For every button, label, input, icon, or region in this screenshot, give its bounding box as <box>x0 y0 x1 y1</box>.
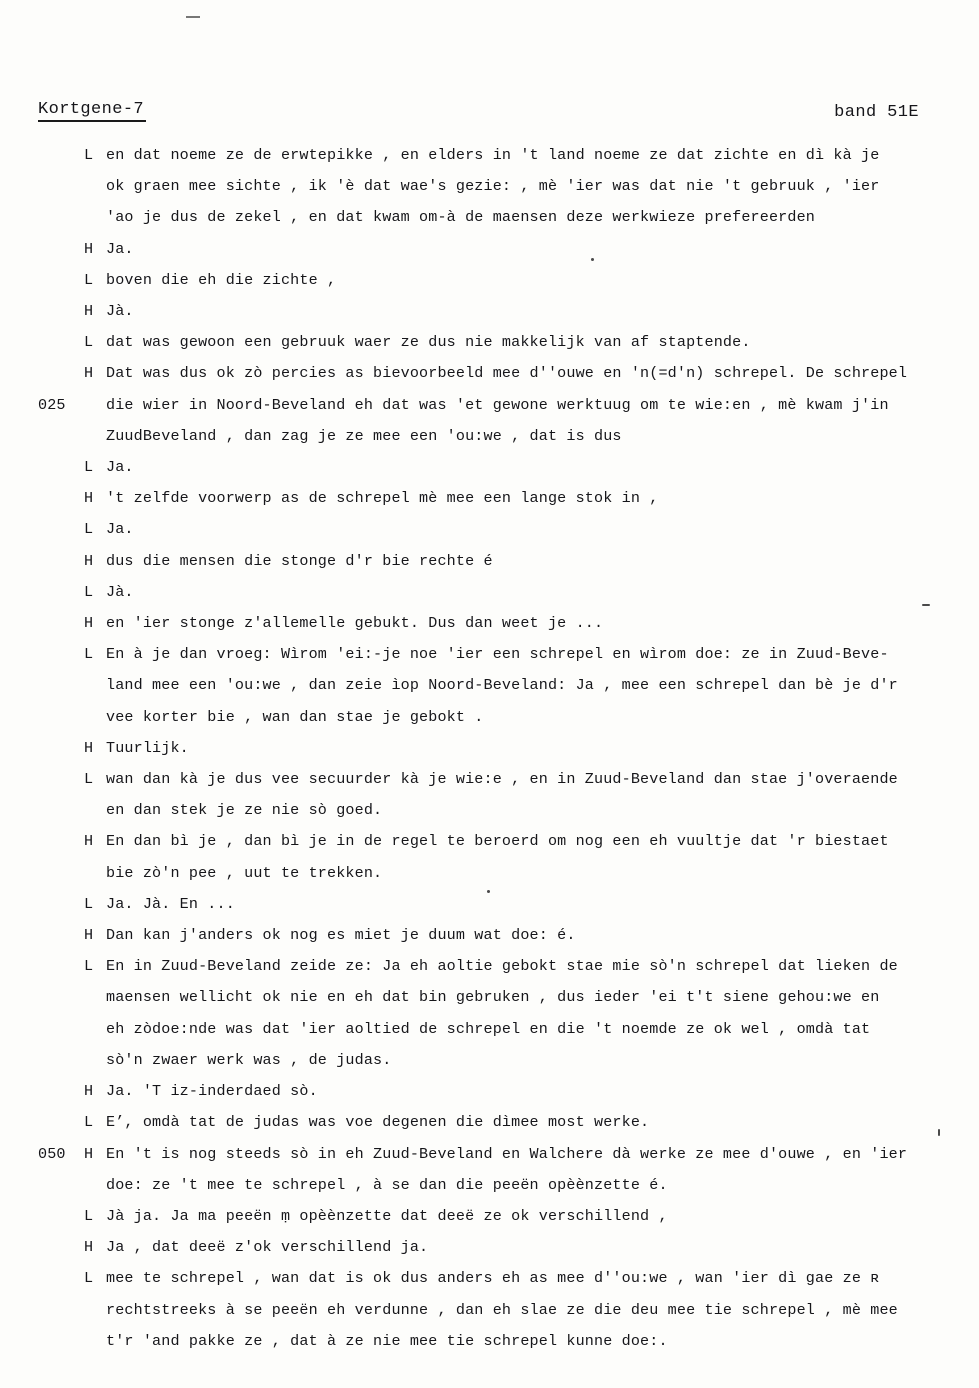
speaker-label: H <box>84 738 94 757</box>
transcript-line <box>38 577 953 608</box>
line-text: En à je dan vroeg: Wìrom 'ei:-je noe 'ier een schrepel en wìrom doe: ze in Zuud-Beve- <box>106 645 889 664</box>
transcript-line <box>38 670 953 701</box>
line-text: vee korter bie , wan dan stae je gebokt . <box>106 707 484 726</box>
transcript-line <box>38 1139 953 1170</box>
transcript-line <box>38 452 953 483</box>
transcript-line <box>38 889 953 920</box>
transcript-line <box>38 733 953 764</box>
transcript-line <box>38 1107 953 1138</box>
line-text: Ja. 'T iz-inderdaed sò. <box>106 1082 318 1101</box>
line-text: Ja. Jà. En ... <box>106 894 235 913</box>
transcript-line <box>38 1201 953 1232</box>
speaker-label: L <box>84 520 94 539</box>
transcript-line <box>38 1014 953 1045</box>
line-text: E’, omdà tat de judas was voe degenen die dìmee most werke. <box>106 1113 650 1132</box>
transcript-line <box>38 265 953 296</box>
speaker-label: L <box>84 582 94 601</box>
line-text: Tuurlijk. <box>106 738 189 757</box>
speaker-label: L <box>84 957 94 976</box>
speaker-label: L <box>84 270 94 289</box>
transcript-line <box>38 920 953 951</box>
transcript-body <box>38 140 953 1357</box>
line-text: ok graen mee sichte , ik 'è dat wae's gezie: , mè 'ier was dat nie 't gebruuk , 'ier <box>106 177 880 196</box>
document-id: Kortgene-7 <box>38 100 146 122</box>
line-number: 050 <box>38 1144 66 1163</box>
page-header <box>38 100 919 122</box>
transcript-line <box>38 546 953 577</box>
speaker-label: L <box>84 333 94 352</box>
speaker-label: L <box>84 1269 94 1288</box>
speaker-label: H <box>84 364 94 383</box>
transcript-line <box>38 951 953 982</box>
speck-mark <box>938 1129 940 1136</box>
band-label: band 51E <box>834 103 919 122</box>
speaker-label: H <box>84 1082 94 1101</box>
line-text: 'ao je dus de zekel , en dat kwam om-à de maensen deze werkwieze prefereerden <box>106 208 815 227</box>
speaker-label: L <box>84 1206 94 1225</box>
transcript-line <box>38 764 953 795</box>
line-text: dus die mensen die stonge d'r bie rechte é <box>106 551 493 570</box>
transcript-line <box>38 608 953 639</box>
line-text: mee te schrepel , wan dat is ok dus anders eh as mee d''ou:we , wan 'ier dì gae ze ʀ <box>106 1269 880 1288</box>
line-text: dat was gewoon een gebruuk waer ze dus nie makkelijk van af staptende. <box>106 333 751 352</box>
line-text: Ja. <box>106 520 134 539</box>
speaker-label: H <box>84 614 94 633</box>
speaker-label: H <box>84 1238 94 1257</box>
speaker-label: L <box>84 645 94 664</box>
line-text: ZuudBeveland , dan zag je ze mee een 'ou:we , dat is dus <box>106 426 622 445</box>
transcript-line <box>38 202 953 233</box>
line-text: Jà. <box>106 302 134 321</box>
speaker-label: H <box>84 302 94 321</box>
line-text: Ja , dat deeë z'ok verschillend ja. <box>106 1238 429 1257</box>
speaker-label: L <box>84 770 94 789</box>
speaker-label: L <box>84 458 94 477</box>
line-text: 't zelfde voorwerp as de schrepel mè mee een lange stok in , <box>106 489 659 508</box>
transcript-line <box>38 982 953 1013</box>
transcript-line <box>38 1263 953 1294</box>
line-text: maensen wellicht ok nie en eh dat bin gebruken , dus ieder 'ei t't siene gehou:we en <box>106 988 880 1007</box>
transcript-line <box>38 327 953 358</box>
line-text: bie zò'n pee , uut te trekken. <box>106 863 383 882</box>
speaker-label: H <box>84 926 94 945</box>
line-text: Ja. <box>106 239 134 258</box>
line-text: Dan kan j'anders ok nog es miet je duum wat doe: é. <box>106 926 576 945</box>
speaker-label: H <box>84 1144 94 1163</box>
transcript-line <box>38 1170 953 1201</box>
speaker-label: H <box>84 239 94 258</box>
line-text: die wier in Noord-Beveland eh dat was 'et gewone werktuug om te wie:en , mè kwam j'in <box>106 395 889 414</box>
transcript-line <box>38 140 953 171</box>
line-text: wan dan kà je dus vee secuurder kà je wie:e , en in Zuud-Beveland dan stae j'overaende <box>106 770 898 789</box>
transcript-line <box>38 639 953 670</box>
speaker-label: H <box>84 832 94 851</box>
transcript-line <box>38 358 953 389</box>
line-text: rechtstreeks à se peeën eh verdunne , dan eh slae ze die deu mee tie schrepel , mè mee <box>106 1300 898 1319</box>
transcript-line <box>38 1076 953 1107</box>
transcript-line <box>38 1045 953 1076</box>
speck-mark <box>591 258 594 261</box>
line-text: land mee een 'ou:we , dan zeie ìop Noord-Beveland: Ja , mee een schrepel dan bè je d'r <box>106 676 898 695</box>
line-text: eh zòdoe:nde was dat 'ier aoltied de schrepel en die 't noemde ze ok wel , omdà tat <box>106 1019 871 1038</box>
transcript-line <box>38 171 953 202</box>
line-text: En 't is nog steeds sò in eh Zuud-Beveland en Walchere dà werke ze mee d'ouwe , en 'ier <box>106 1144 908 1163</box>
top-edge-mark <box>186 16 200 18</box>
line-text: Dat was dus ok zò percies as bievoorbeeld mee d''ouwe en 'n(=d'n) schrepel. De schrepel <box>106 364 908 383</box>
line-text: en dat noeme ze de erwtepikke , en elders in 't land noeme ze dat zichte en dì kà je <box>106 146 880 164</box>
transcript-line <box>38 234 953 265</box>
line-text: Ja. <box>106 458 134 477</box>
transcript-line <box>38 858 953 889</box>
speaker-label: H <box>84 489 94 508</box>
transcript-line <box>38 483 953 514</box>
transcript-line <box>38 702 953 733</box>
transcript-line <box>38 826 953 857</box>
speaker-label: L <box>84 894 94 913</box>
transcript-line <box>38 1326 953 1357</box>
speck-mark <box>922 604 930 606</box>
speaker-label: L <box>84 1113 94 1132</box>
transcript-line <box>38 1232 953 1263</box>
line-text: Jà ja. Ja ma peeën ṃ opèènzette dat deeë ze ok verschillend , <box>106 1206 668 1225</box>
line-text: En dan bì je , dan bì je in de regel te beroerd om nog een eh vuultje dat 'r biestaet <box>106 832 889 851</box>
speaker-label: L <box>84 146 94 164</box>
transcript-line <box>38 390 953 421</box>
line-text: sò'n zwaer werk was , de judas. <box>106 1050 392 1069</box>
transcript-line <box>38 1295 953 1326</box>
speck-mark <box>487 890 490 893</box>
transcript-line <box>38 421 953 452</box>
line-text: en dan stek je ze nie sò goed. <box>106 801 383 820</box>
transcript-line <box>38 514 953 545</box>
transcript-line <box>38 296 953 327</box>
line-text: En in Zuud-Beveland zeide ze: Ja eh aoltie gebokt stae mie sò'n schrepel dat lieken de <box>106 957 898 976</box>
line-text: en 'ier stonge z'allemelle gebukt. Dus dan weet je ... <box>106 614 604 633</box>
line-text: t'r 'and pakke ze , dat à ze nie mee tie schrepel kunne doe:. <box>106 1331 668 1350</box>
transcript-line <box>38 795 953 826</box>
line-text: Jà. <box>106 582 134 601</box>
line-text: doe: ze 't mee te schrepel , à se dan die peeën opèènzette é. <box>106 1175 668 1194</box>
speaker-label: H <box>84 551 94 570</box>
line-text: boven die eh die zichte , <box>106 270 337 289</box>
line-number: 025 <box>38 395 66 414</box>
